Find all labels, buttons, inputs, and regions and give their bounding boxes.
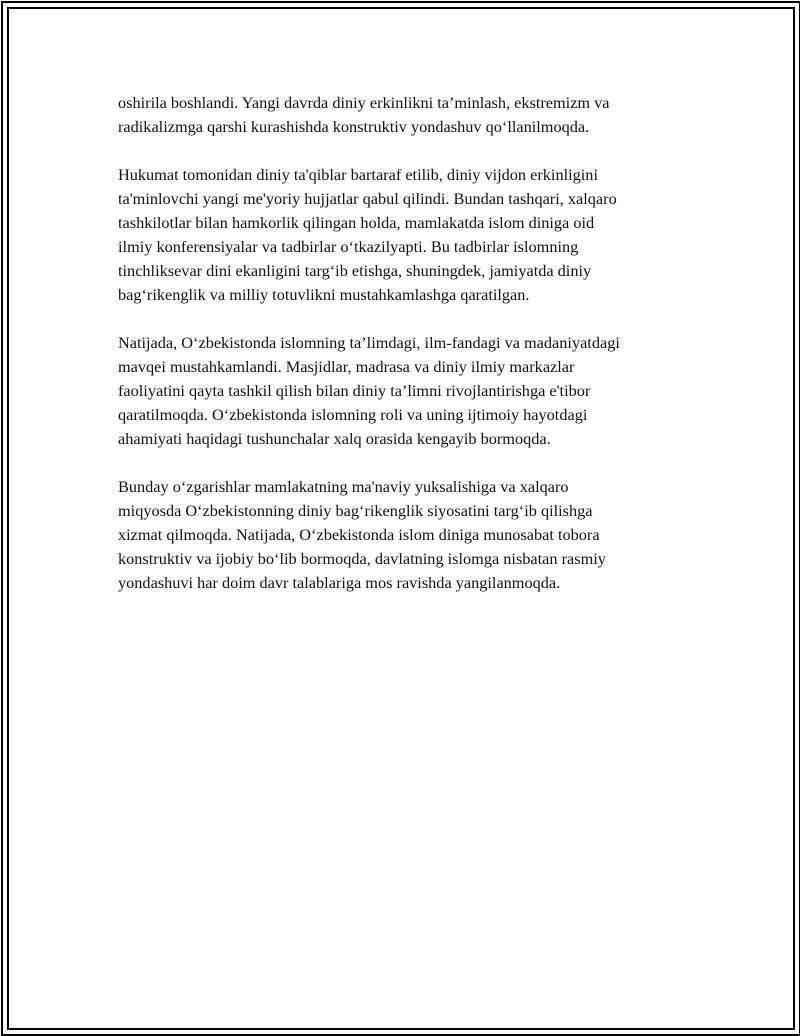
text-line: ahamiyati haqidagi tushunchalar xalq orasida kengayib bormoqda. [118, 429, 551, 448]
document-body [118, 91, 698, 619]
paragraph-2 [118, 163, 698, 307]
text-line: konstruktiv va ijobiy bo‘lib bormoqda, davlatning islomga nisbatan rasmiy [118, 549, 606, 568]
text-line: tashkilotlar bilan hamkorlik qilingan holda, mamlakatda islom diniga oid [118, 213, 595, 232]
text-line: ta'minlovchi yangi me'yoriy hujjatlar qabul qilindi. Bundan tashqari, xalqaro [118, 189, 617, 208]
paragraph-3 [118, 331, 698, 451]
text-line: xizmat qilmoqda. Natijada, O‘zbekistonda islom diniga munosabat tobora [118, 525, 600, 544]
text-line: ilmiy konferensiyalar va tadbirlar o‘tkazilyapti. Bu tadbirlar islomning [118, 237, 579, 256]
text-line: oshirila boshlandi. Yangi davrda diniy erkinlikni ta’minlash, ekstremizm va [118, 93, 610, 112]
text-line: Natijada, O‘zbekistonda islomning ta’limdagi, ilm-fandagi va madaniyatdagi [118, 333, 620, 352]
text-line: yondashuvi har doim davr talablariga mos ravishda yangilanmoqda. [118, 573, 561, 592]
text-line: mavqei mustahkamlandi. Masjidlar, madrasa va diniy ilmiy markazlar [118, 357, 575, 376]
paragraph-1 [118, 91, 698, 139]
text-line: Hukumat tomonidan diniy ta'qiblar bartaraf etilib, diniy vijdon erkinligini [118, 165, 598, 184]
text-line: Bunday o‘zgarishlar mamlakatning ma'naviy yuksalishiga va xalqaro [118, 477, 569, 496]
text-line: qaratilmoqda. O‘zbekistonda islomning roli va uning ijtimoiy hayotdagi [118, 405, 588, 424]
text-line: bag‘rikenglik va milliy totuvlikni mustahkamlashga qaratilgan. [118, 285, 530, 304]
text-line: faoliyatini qayta tashkil qilish bilan diniy ta’limni rivojlantirishga e'tibor [118, 381, 591, 400]
text-line: miqyosda O‘zbekistonning diniy bag‘rikenglik siyosatini targ‘ib qilishga [118, 501, 593, 520]
text-line: tinchliksevar dini ekanligini targ‘ib etishga, shuningdek, jamiyatda diniy [118, 261, 592, 280]
text-line: radikalizmga qarshi kurashishda konstruktiv yondashuv qo‘llanilmoqda. [118, 117, 590, 136]
paragraph-4 [118, 475, 698, 595]
